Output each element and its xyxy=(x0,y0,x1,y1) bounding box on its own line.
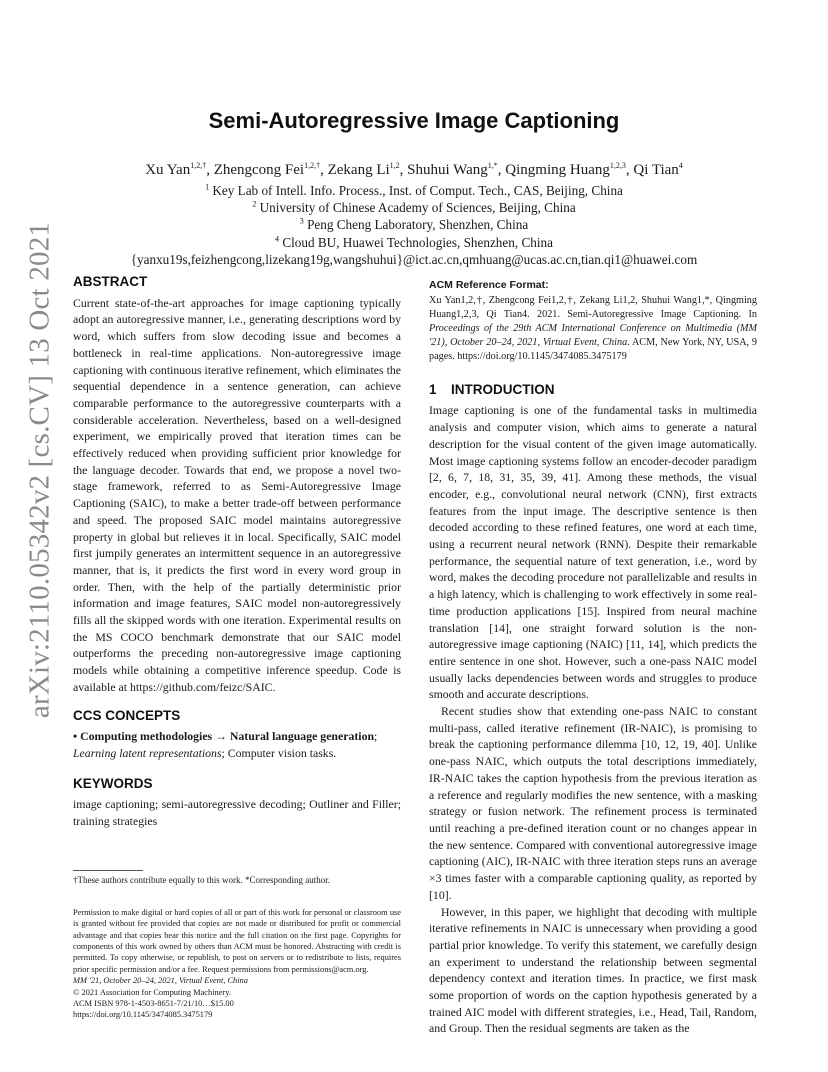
affiliation: $^2$ University of Chinese Academy of Sciences, Beijing, China xyxy=(252,199,576,216)
conference-info: MM '21, October 20–24, 2021, Virtual Event, China xyxy=(73,976,248,986)
copyright: © 2021 Association for Computing Machinery. xyxy=(73,987,231,997)
author: Zhengcong Fei$^{1,2,\dagger}$ xyxy=(213,161,321,178)
introduction-heading: 1 INTRODUCTION xyxy=(429,381,555,397)
author: Zekang Li$^{1,2}$ xyxy=(327,161,400,178)
author: Qingming Huang$^{1,2,3}$ xyxy=(505,161,626,178)
keywords-text: image captioning; semi-autoregressive decoding; Outliner and Filler; training strategies xyxy=(73,797,401,829)
right-column xyxy=(429,274,757,1037)
footnote-block xyxy=(73,870,401,886)
footnote-divider xyxy=(73,870,143,871)
isbn: ACM ISBN 978-1-4503-8651-7/21/10…$15.00 xyxy=(73,999,234,1009)
affiliation: $^1$ Key Lab of Intell. Info. Process., Inst. of Comput. Tech., CAS, Beijing, China xyxy=(205,182,623,198)
doi-link[interactable]: https://doi.org/10.1145/3474085.3475179 xyxy=(73,1010,213,1020)
arxiv-identifier: arXiv:2110.05342v2 [cs.CV] 13 Oct 2021 xyxy=(23,221,56,719)
author-list: Xu Yan$^{1,2,\dagger}$, Zhengcong Fei$^{1,2,\dagger}$, Zekang Li$^{1,2}$, Shuhui Wang$^{1,*}$, Qingming Huang$^{1,2,3}$, Qi Tian$^4$ xyxy=(145,161,683,178)
abstract-heading: ABSTRACT xyxy=(73,274,148,289)
contribution-footnote: †These authors contribute equally to this work. *Corresponding author. xyxy=(73,874,330,885)
permission-text: Permission to make digital or hard copies of all or part of this work for personal or classroom use is granted without fee provided that copies are not made or distributed for profit or commercial advantage and that copies bear this notice and the full citation on the first page. Copyrights for components of this work owned by others than ACM must be honored. Abstracting with credit is permitted. To copy otherwise, or republish, to post on servers or to redistribute to lists, requires prior specific permission and/or a fee. Request permissions from permissions@acm.org. xyxy=(73,907,401,974)
author: Qi Tian$^4$ xyxy=(633,161,683,178)
keywords-heading: KEYWORDS xyxy=(73,775,153,791)
intro-paragraph: Recent studies show that extending one-pass NAIC to constant multi-pass, called iterative refinement (IR-NAIC), is promising to break the captioning performance dilemma [10, 12, 19, 40]. Unlike one-pass NAIC, which outputs the total descriptions immediately, IR-NAIC takes the caption hypothesis from the previous iteration as a reference and regularly modifies the new sentence, with a masking strategy or fusion network. The refinement process is terminated until reaching a pre-defined iteration count or no changes appear in the new sentence. Compared with conventional autoregressive image captioning (AIC), IR-NAIC with three iteration steps runs an average ×3 times faster with a comparable captioning quality, as reported by [10]. xyxy=(429,704,757,902)
acm-reference-text: Xu Yan1,2,†, Zhengcong Fei1,2,†, Zekang Li1,2, Shuhui Wang1,*, Qingming Huang1,2,3, Qi Tian4. 2021. Semi-Autoregressive Image Captioning. In Proceedings of the 29th ACM International Conference on Multimedia (MM '21), October 20–24, 2021, Virtual Event, China. ACM, New York, NY, USA, 9 pages. https://doi.org/10.1145/3474085.3475179 xyxy=(429,294,757,362)
affiliation: $^3$ Peng Cheng Laboratory, Shenzhen, China xyxy=(299,217,529,233)
left-column xyxy=(73,274,401,1021)
ccs-concepts: • Computing methodologies → Natural language generation; Learning latent representations; Computer vision tasks. xyxy=(73,729,378,760)
affiliations xyxy=(0,182,828,268)
affiliation: $^4$ Cloud BU, Huawei Technologies, Shenzhen, China xyxy=(275,234,553,250)
abstract-text: Current state-of-the-art approaches for image captioning typically adopt an autoregressive manner, i.e., generating descriptions word by word, which suffers from slow decoding issue and becomes a bottleneck in real-time applications. Non-autoregressive image captioning with continuous iterative refinement, which eliminates the sequential dependence in a sentence generation, can achieve comparable performance to the autoregressive counterparts with a considerable acceleration. Nevertheless, based on a well-designed experiment, we empirically proved that iteration times can be effectively reduced when providing sufficient prior knowledge for the language decoder. Towards that end, we propose a novel two-stage framework, referred to as Semi-Autoregressive Image Captioning (SAIC), to make a better trade-off between performance and speed. The proposed SAIC model maintains autoregressive property in global but relieves it in local. Specifically, SAIC model first jumpily generates an intermittent sequence in an autoregressive manner, that is, it predicts the first word in every word group in order. Then, with the help of the partially deterministic prior information and image features, SAIC model non-autoregressively fills all the skipped words with one iteration. Experimental results on the MS COCO benchmark demonstrate that our SAIC model outperforms the preceding non-autoregressive image captioning models while obtaining a competitive inference speedup. Code is available at https://github.com/feizc/SAIC. xyxy=(73,295,401,694)
author: Shuhui Wang$^{1,*}$ xyxy=(407,161,498,178)
author: Xu Yan$^{1,2,\dagger}$ xyxy=(145,161,207,178)
paper-title: Semi-Autoregressive Image Captioning xyxy=(208,108,620,133)
intro-paragraph: Image captioning is one of the fundamental tasks in multimedia analysis and computer vision, which aims to generate a natural description for the visual content of the given image automatically. Most image captioning systems follow an encoder-decoder paradigm [2, 6, 7, 18, 31, 35, 39, 41]. Among these methods, the visual encoder, e.g., convolutional neural network (CNN), first extracts features from the input image. The descriptive sentence is then decoded according to these refined features, one word at each time, using a recurrent neural network (RNN). Despite their remarkable performance, the sequential nature of text generation, i.e., word by word, makes the decoding procedure not parallelizable and results in a high latency, which is challenging to work effectively in some real-time production applications [15]. Inspired from neural machine translation [14], one straight forward solution is the non-autoregressive image captioning (NAIC) [11, 14], which predicts the entire sentence in one shot. However, such a one-pass NAIC model usually lacks dependencies between words and struggles to produce smooth and accurate descriptions. xyxy=(429,403,757,702)
intro-paragraph: However, in this paper, we highlight that decoding with multiple iterative refinements in NAIC is unnecessary when providing a good partial prior knowledge. To verify this statement, we carefully design an experiment to understand the relationship between segmental dependency context and iteration times. In practice, we first mask some proportion of words on the caption hypothesis generated by a trained AIC model with different strategies, i.e., Head, Tail, Random, and Group. Then the residual segments are taken as the xyxy=(429,904,757,1036)
author-emails: {yanxu19s,feizhengcong,lizekang19g,wangshuhui}@ict.ac.cn,qmhuang@ucas.ac.cn,tian.qi1@huawei.com xyxy=(130,251,698,267)
acm-reference-heading: ACM Reference Format: xyxy=(429,279,549,291)
ccs-heading: CCS CONCEPTS xyxy=(73,707,181,723)
permission-block xyxy=(73,907,401,1021)
